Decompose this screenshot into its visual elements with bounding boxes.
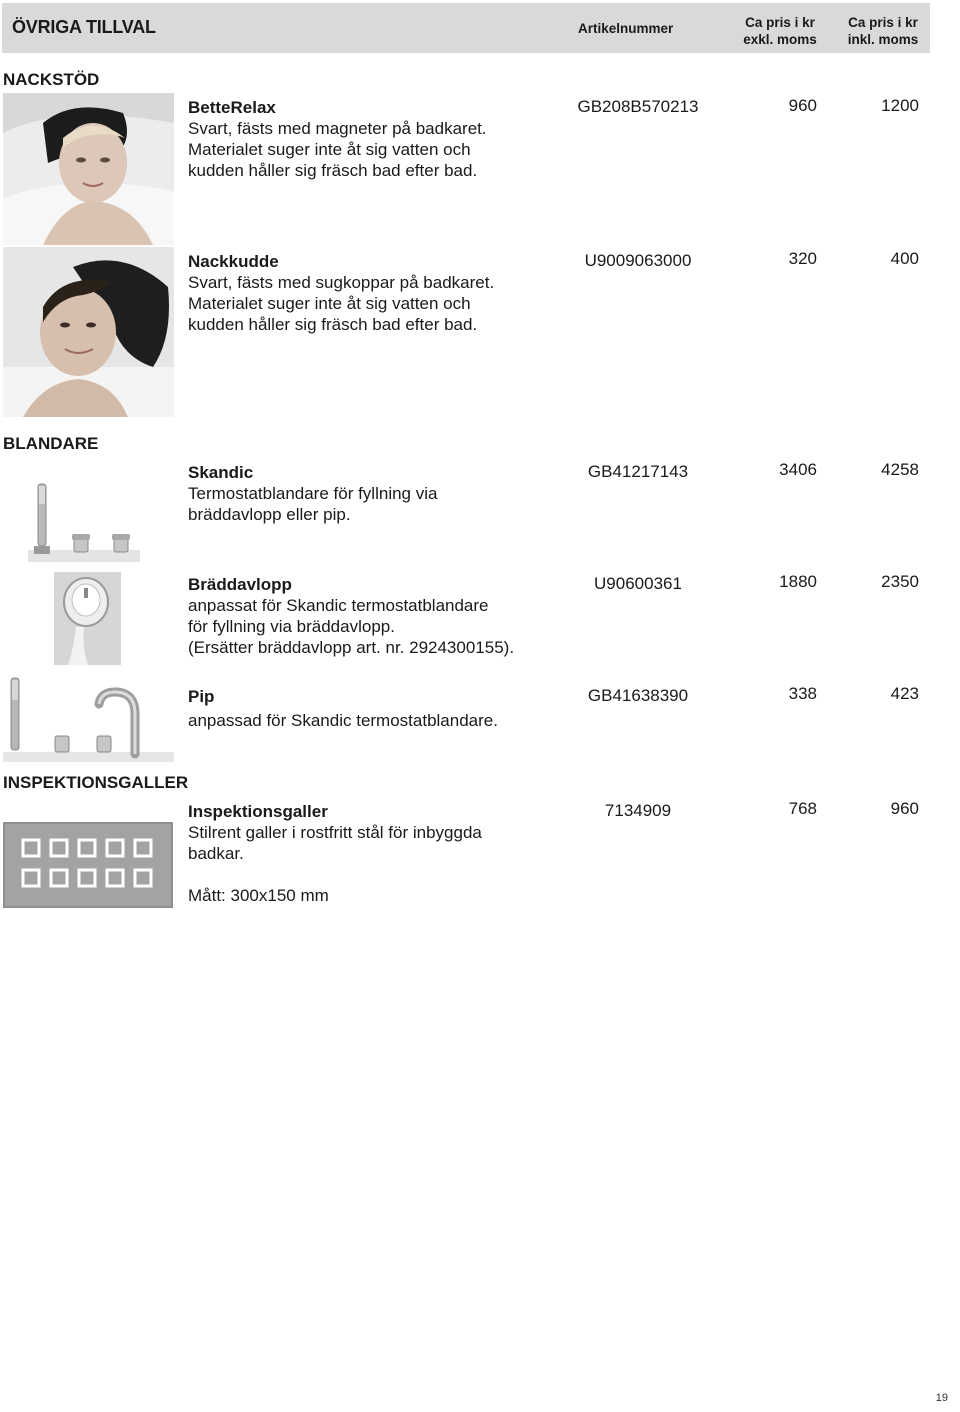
braddavlopp-photo — [54, 572, 121, 665]
article-number: GB41217143 — [587, 462, 689, 481]
price-inc-column-header — [835, 14, 931, 48]
price-ex-vat: 768 — [788, 799, 817, 818]
product-name: Bräddavlopp — [188, 575, 292, 594]
article-number: U9009063000 — [584, 251, 692, 270]
skandic-mixer-photo — [28, 478, 140, 562]
price-inc-vat: 2350 — [881, 572, 919, 591]
price-inc-label-line2: inkl. moms — [847, 32, 919, 47]
price-ex-vat: 960 — [788, 96, 817, 115]
product-description: Stilrent galler i rostfritt stål för inbyggda badkar. — [188, 823, 482, 863]
product-description: anpassad för Skandic termostatblandare. — [188, 711, 498, 730]
product-description: anpassat för Skandic termostatblandare för fyllning via bräddavlopp. (Ersätter bräddavlopp art. nr. 2924300155). — [188, 596, 515, 657]
article-number: GB208B570213 — [577, 97, 699, 116]
page-number: 19 — [935, 1392, 948, 1404]
price-ex-vat: 1880 — [779, 572, 817, 591]
product-inspektionsgaller — [188, 801, 482, 906]
betterelax-photo — [3, 93, 174, 245]
product-description: Svart, fästs med magneter på badkaret. Materialet suger inte åt sig vatten och kudden håller sig fräsch bad efter bad. — [188, 119, 487, 180]
product-description: Termostatblandare för fyllning via bräddavlopp eller pip. — [188, 484, 438, 524]
product-description: Svart, fästs med sugkoppar på badkaret. Materialet suger inte åt sig vatten och kudden håller sig fräsch bad efter bad. — [188, 273, 495, 334]
page-title: ÖVRIGA TILLVAL — [12, 17, 156, 37]
product-skandic — [188, 462, 437, 525]
article-column-header — [578, 20, 673, 37]
price-inc-vat: 960 — [890, 799, 919, 818]
price-ex-vat: 320 — [788, 249, 817, 268]
article-number: U90600361 — [594, 574, 682, 593]
product-nackkudde — [188, 251, 494, 335]
product-dimensions: Mått: 300x150 mm — [188, 886, 329, 905]
pip-spout-photo — [3, 674, 174, 762]
inspektionsgaller-photo — [3, 822, 173, 908]
price-ex-column-header — [730, 14, 830, 48]
product-name: Skandic — [188, 463, 254, 482]
product-name: Nackkudde — [188, 252, 279, 271]
price-inc-label-line1: Ca pris i kr — [848, 15, 918, 30]
product-pip — [188, 686, 498, 731]
price-ex-label-line2: exkl. moms — [743, 32, 817, 47]
section-heading-nackstod: NACKSTÖD — [3, 70, 100, 89]
price-inc-vat: 400 — [890, 249, 919, 268]
product-name: Inspektionsgaller — [188, 802, 328, 821]
article-column-label: Artikelnummer — [578, 21, 674, 36]
price-ex-vat: 3406 — [779, 460, 817, 479]
product-betterelax — [188, 97, 487, 181]
section-heading-blandare: BLANDARE — [3, 434, 99, 453]
price-inc-vat: 4258 — [881, 460, 919, 479]
section-heading-inspektionsgaller: INSPEKTIONSGALLER — [3, 773, 189, 792]
article-number: 7134909 — [604, 801, 672, 820]
price-ex-label-line1: Ca pris i kr — [745, 15, 815, 30]
product-name: BetteRelax — [188, 98, 276, 117]
product-name: Pip — [188, 687, 215, 706]
price-inc-vat: 423 — [890, 684, 919, 703]
price-inc-vat: 1200 — [881, 96, 919, 115]
product-braddavlopp — [188, 574, 514, 658]
price-ex-vat: 338 — [788, 684, 817, 703]
article-number: GB41638390 — [587, 686, 689, 705]
nackkudde-photo — [3, 247, 174, 417]
